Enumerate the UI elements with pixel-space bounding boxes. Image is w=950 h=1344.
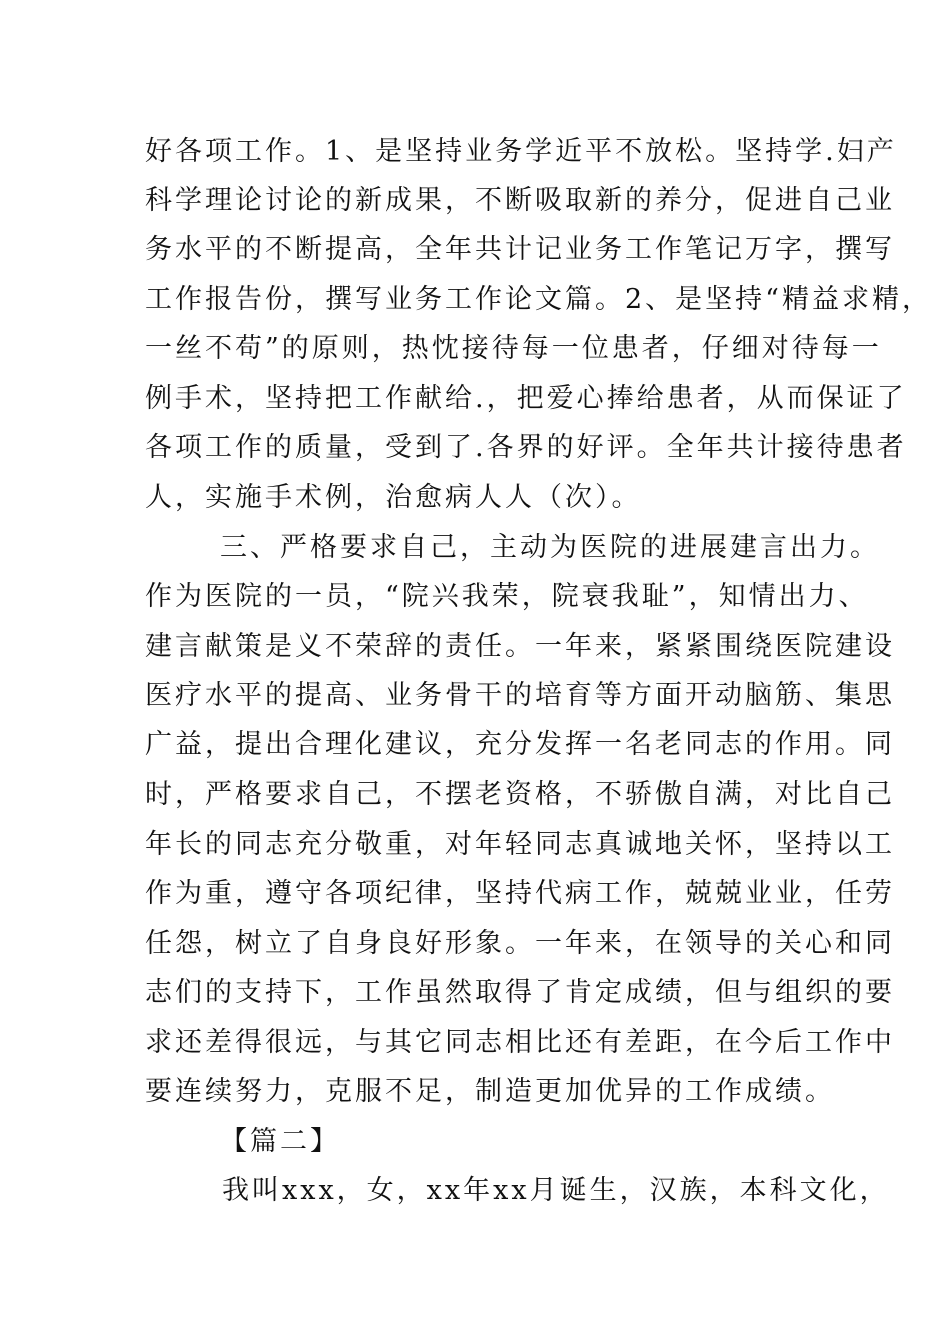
text-line: 人，实施手术例，治愈病人人（次）。 xyxy=(145,482,642,513)
text-line: 任怨，树立了自身良好形象。一年来，在领导的关心和同 xyxy=(145,928,895,959)
text-line: 志们的支持下，工作虽然取得了肯定成绩，但与组织的要 xyxy=(145,977,895,1008)
text-line: 医疗水平的提高、业务骨干的培育等方面开动脑筋、集思 xyxy=(145,680,895,711)
text-line: 各项工作的质量，受到了.各界的好评。全年共计接待患者 xyxy=(145,432,907,463)
text-line: 年长的同志充分敬重，对年轻同志真诚地关怀，坚持以工 xyxy=(145,829,895,860)
text-line: 建言献策是义不荣辞的责任。一年来，紧紧围绕医院建设 xyxy=(145,631,895,662)
text-line: 时，严格要求自己，不摆老资格，不骄傲自满，对比自己 xyxy=(145,779,895,810)
text-line: 要连续努力，克服不足，制造更加优异的工作成绩。 xyxy=(145,1076,835,1107)
text-line: 作为重，遵守各项纪律，坚持代病工作，兢兢业业，任劳 xyxy=(145,878,895,909)
chapter-heading: 【篇二】 xyxy=(220,1126,340,1157)
text-line: 广益，提出合理化建议，充分发挥一名老同志的作用。同 xyxy=(145,729,895,760)
text-line: 例手术，坚持把工作献给.，把爱心捧给患者，从而保证了 xyxy=(145,383,907,414)
text-line: 科学理论讨论的新成果，不断吸取新的养分，促进自己业 xyxy=(145,185,895,216)
text-line: 工作报告份，撰写业务工作论文篇。2、是坚持“精益求精， xyxy=(145,284,932,315)
text-line: 求还差得很远，与其它同志相比还有差距，在今后工作中 xyxy=(145,1027,895,1058)
text-line: 作为医院的一员，“院兴我荣，院衰我耻”，知情出力、 xyxy=(145,581,869,612)
text-line: 我叫xxx，女，xx年xx月诞生，汉族，本科文化， xyxy=(222,1175,890,1206)
section-heading: 三、严格要求自己，主动为医院的进展建言出力。 xyxy=(220,532,880,563)
text-line: 务水平的不断提高，全年共计记业务工作笔记万字，撰写 xyxy=(145,234,895,265)
text-line: 一丝不苟”的原则，热忱接待每一位患者，仔细对待每一 xyxy=(145,333,882,364)
text-line: 好各项工作。1、是坚持业务学近平不放松。坚持学.妇产 xyxy=(145,136,897,167)
